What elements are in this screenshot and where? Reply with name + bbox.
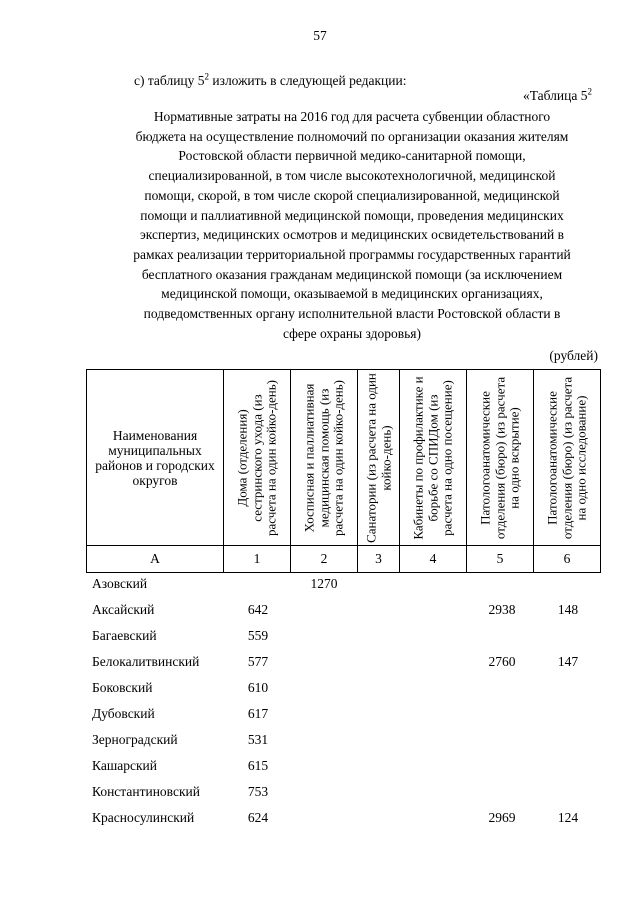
district-name: Багаевский (92, 628, 157, 643)
header-col-3: Санатории (из расчета на один койко-день) (358, 370, 400, 546)
table-row (92, 784, 632, 804)
title-line: Ростовской области первичной медико-санитарной помощи, (178, 148, 526, 164)
table-row (92, 576, 632, 596)
cell-col-6: 124 (557, 810, 579, 825)
table-row (92, 810, 632, 830)
title-line: сфере охраны здоровья) (282, 325, 422, 341)
title-line: Нормативные затраты на 2016 год для расчета субвенции областного (153, 109, 551, 124)
col-number: 2 (291, 546, 358, 573)
header-name-column: Наименования муниципальных районов и городских округов (87, 370, 224, 546)
col-number: 3 (358, 546, 400, 573)
title-line: подведомственных органу исполнительной власти Ростовской области в (143, 306, 561, 322)
cell-col-5: 2938 (488, 602, 516, 617)
table-reference: «Таблица $5^2$ (523, 86, 592, 103)
cell-col-1: 559 (247, 628, 269, 643)
cell-col-6: 148 (557, 602, 579, 617)
col-number: 4 (400, 546, 467, 573)
cell-col-1: 615 (247, 758, 269, 773)
cell-col-1: 642 (247, 602, 269, 617)
table-row (92, 602, 632, 622)
title-line: рамках реализации территориальной программы государственных гарантий (133, 246, 571, 262)
cell-col-6: 147 (557, 654, 579, 669)
table-header (86, 369, 601, 573)
table-row (92, 680, 632, 700)
cell-col-1: 617 (247, 706, 269, 721)
page-number: 57 (313, 28, 327, 43)
district-name: Боковский (92, 680, 153, 695)
title-line: помощи, скорой, в том числе скорой специализированной, медицинской (144, 187, 560, 203)
header-col-5: Патологоанатомические отделения (бюро) (из расчета на одно вскрытие) (467, 370, 534, 546)
col-number: 6 (534, 546, 601, 573)
district-name: Азовский (92, 576, 148, 591)
district-name: Красносулинский (92, 810, 195, 825)
table-row (92, 706, 632, 726)
table-title (96, 107, 608, 343)
col-number: А (87, 546, 224, 573)
table-row (92, 732, 632, 752)
district-name: Дубовский (92, 706, 155, 721)
district-name: Кашарский (92, 758, 157, 773)
header-col-1: Дома (отделения) сестринского ухода (из расчета на один койко-день) (224, 370, 291, 546)
cell-col-5: 2760 (488, 654, 516, 669)
title-line: бесплатного оказания гражданам медицинской помощи (за исключением (141, 266, 563, 282)
title-line: экспертиз, медицинских осмотров и медицинских освидетельствований в (139, 227, 565, 243)
cell-col-2: 1270 (310, 576, 338, 591)
cell-col-1: 531 (247, 732, 269, 747)
column-number-row (87, 546, 601, 573)
district-name: Аксайский (92, 602, 155, 617)
col-number: 5 (467, 546, 534, 573)
cell-col-1: 753 (247, 784, 269, 799)
district-name: Белокалитвинский (92, 654, 200, 669)
cell-col-1: 624 (247, 810, 269, 825)
header-col-4: Кабинеты по профилактике и борьбе со СПИДом (из расчета на одно посещение) (400, 370, 467, 546)
header-col-6: Патологоанатомические отделения (бюро) (из расчета на одно исследование) (534, 370, 601, 546)
district-name: Константиновский (92, 784, 200, 799)
table-row (92, 654, 632, 674)
table-row (92, 628, 632, 648)
district-name: Зерноградский (92, 732, 178, 747)
cell-col-1: 610 (247, 680, 269, 695)
title-line: помощи и паллиативной медицинской помощи, проведения медицинских (140, 207, 564, 223)
title-line: медицинской помощи, оказываемой в медицинских организациях, (161, 286, 543, 302)
cell-col-1: 577 (247, 654, 269, 669)
header-col-2: Хосписная и паллиативная медицинская помощь (из расчета на один койко-день) (291, 370, 358, 546)
col-number: 1 (224, 546, 291, 573)
cell-col-5: 2969 (488, 810, 516, 825)
table-row (92, 758, 632, 778)
amendment-instruction: с) таблицу $5^2$ изложить в следующей редакции: (134, 71, 407, 88)
title-line: бюджета на осуществление полномочий по организации оказания жителям (135, 128, 569, 144)
units-label: (рублей) (549, 348, 598, 363)
title-line: специализированной, в том числе высокотехнологичной, медицинской (148, 168, 556, 184)
